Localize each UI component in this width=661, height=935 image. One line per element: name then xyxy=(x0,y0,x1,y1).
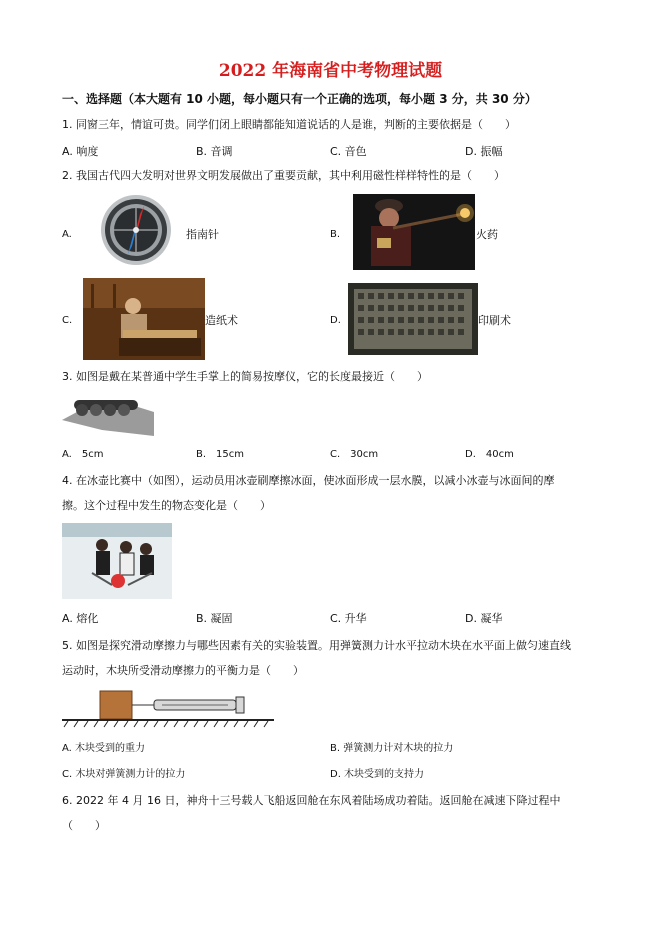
q2-option-d-letter: D. xyxy=(330,315,341,326)
q3-option-b: B. 15cm xyxy=(196,449,245,460)
q1-option-a: A. 响度 xyxy=(62,145,99,158)
q2-option-a-label: 指南针 xyxy=(186,228,219,241)
q4-option-c: C. 升华 xyxy=(330,612,367,625)
q1-option-c: C. 音色 xyxy=(330,145,367,158)
question-3-stem: 3. 如图是戴在某普通中学生手掌上的简易按摩仪，它的长度最接近（ ） xyxy=(62,370,428,383)
q5-option-d: D. 木块受到的支持力 xyxy=(330,769,425,780)
gunpowder-image xyxy=(353,194,475,270)
massager-image xyxy=(62,390,154,436)
q4-option-a: A. 熔化 xyxy=(62,612,99,625)
curling-image xyxy=(62,523,172,599)
papermaking-image xyxy=(83,278,205,360)
section-heading: 一、选择题（本大题有 10 小题，每小题只有一个正确的选项，每小题 3 分，共 30 分） xyxy=(62,92,537,106)
friction-apparatus-image xyxy=(62,688,274,728)
q1-option-b: B. 音调 xyxy=(196,145,233,158)
q4-option-d: D. 凝华 xyxy=(465,612,503,625)
q2-option-c-label: 造纸术 xyxy=(205,314,238,327)
page-title: 2022 年海南省中考物理试题 xyxy=(218,61,443,81)
q3-option-d: D. 40cm xyxy=(465,449,514,460)
q2-option-a-letter: A. xyxy=(62,229,72,240)
printing-image xyxy=(348,283,478,355)
question-5-stem-line1: 5. 如图是探究滑动摩擦力与哪些因素有关的实验装置。用弹簧测力计水平拉动木块在水平面上做匀速直线 xyxy=(62,639,571,652)
q5-option-c: C. 木块对弹簧测力计的拉力 xyxy=(62,769,186,780)
q3-option-a: A. 5cm xyxy=(62,449,104,460)
q1-option-d: D. 振幅 xyxy=(465,145,503,158)
question-5-stem-line2: 运动时，木块所受滑动摩擦力的平衡力是（ ） xyxy=(62,664,304,677)
q3-option-c: C. 30cm xyxy=(330,449,379,460)
question-2-stem: 2. 我国古代四大发明对世界文明发展做出了重要贡献，其中利用磁性样样特性的是（ ） xyxy=(62,169,505,182)
q2-option-d-label: 印刷术 xyxy=(478,314,511,327)
q2-option-b-label: 火药 xyxy=(476,228,498,241)
compass-image xyxy=(96,192,176,268)
q4-option-b: B. 凝固 xyxy=(196,612,233,625)
q5-option-a: A. 木块受到的重力 xyxy=(62,743,146,754)
question-4-stem-line2: 擦。这个过程中发生的物态变化是（ ） xyxy=(62,499,271,512)
question-1-stem: 1. 同窗三年，情谊可贵。同学们闭上眼睛都能知道说话的人是谁，判断的主要依据是（ ） xyxy=(62,118,516,131)
question-6-stem-line2: （ ） xyxy=(62,819,106,832)
question-6-stem-line1: 6. 2022 年 4 月 16 日，神舟十三号载人飞船返回舱在东风着陆场成功着陆。返回舱在减速下降过程中 xyxy=(62,794,561,807)
q2-option-c-letter: C. xyxy=(62,315,73,326)
q2-option-b-letter: B. xyxy=(330,229,341,240)
q5-option-b: B. 弹簧测力计对木块的拉力 xyxy=(330,743,454,754)
question-4-stem-line1: 4. 在冰壶比赛中（如图），运动员用冰壶刷摩擦冰面，使冰面形成一层水膜，以减小冰壶与冰面间的摩 xyxy=(62,474,555,487)
